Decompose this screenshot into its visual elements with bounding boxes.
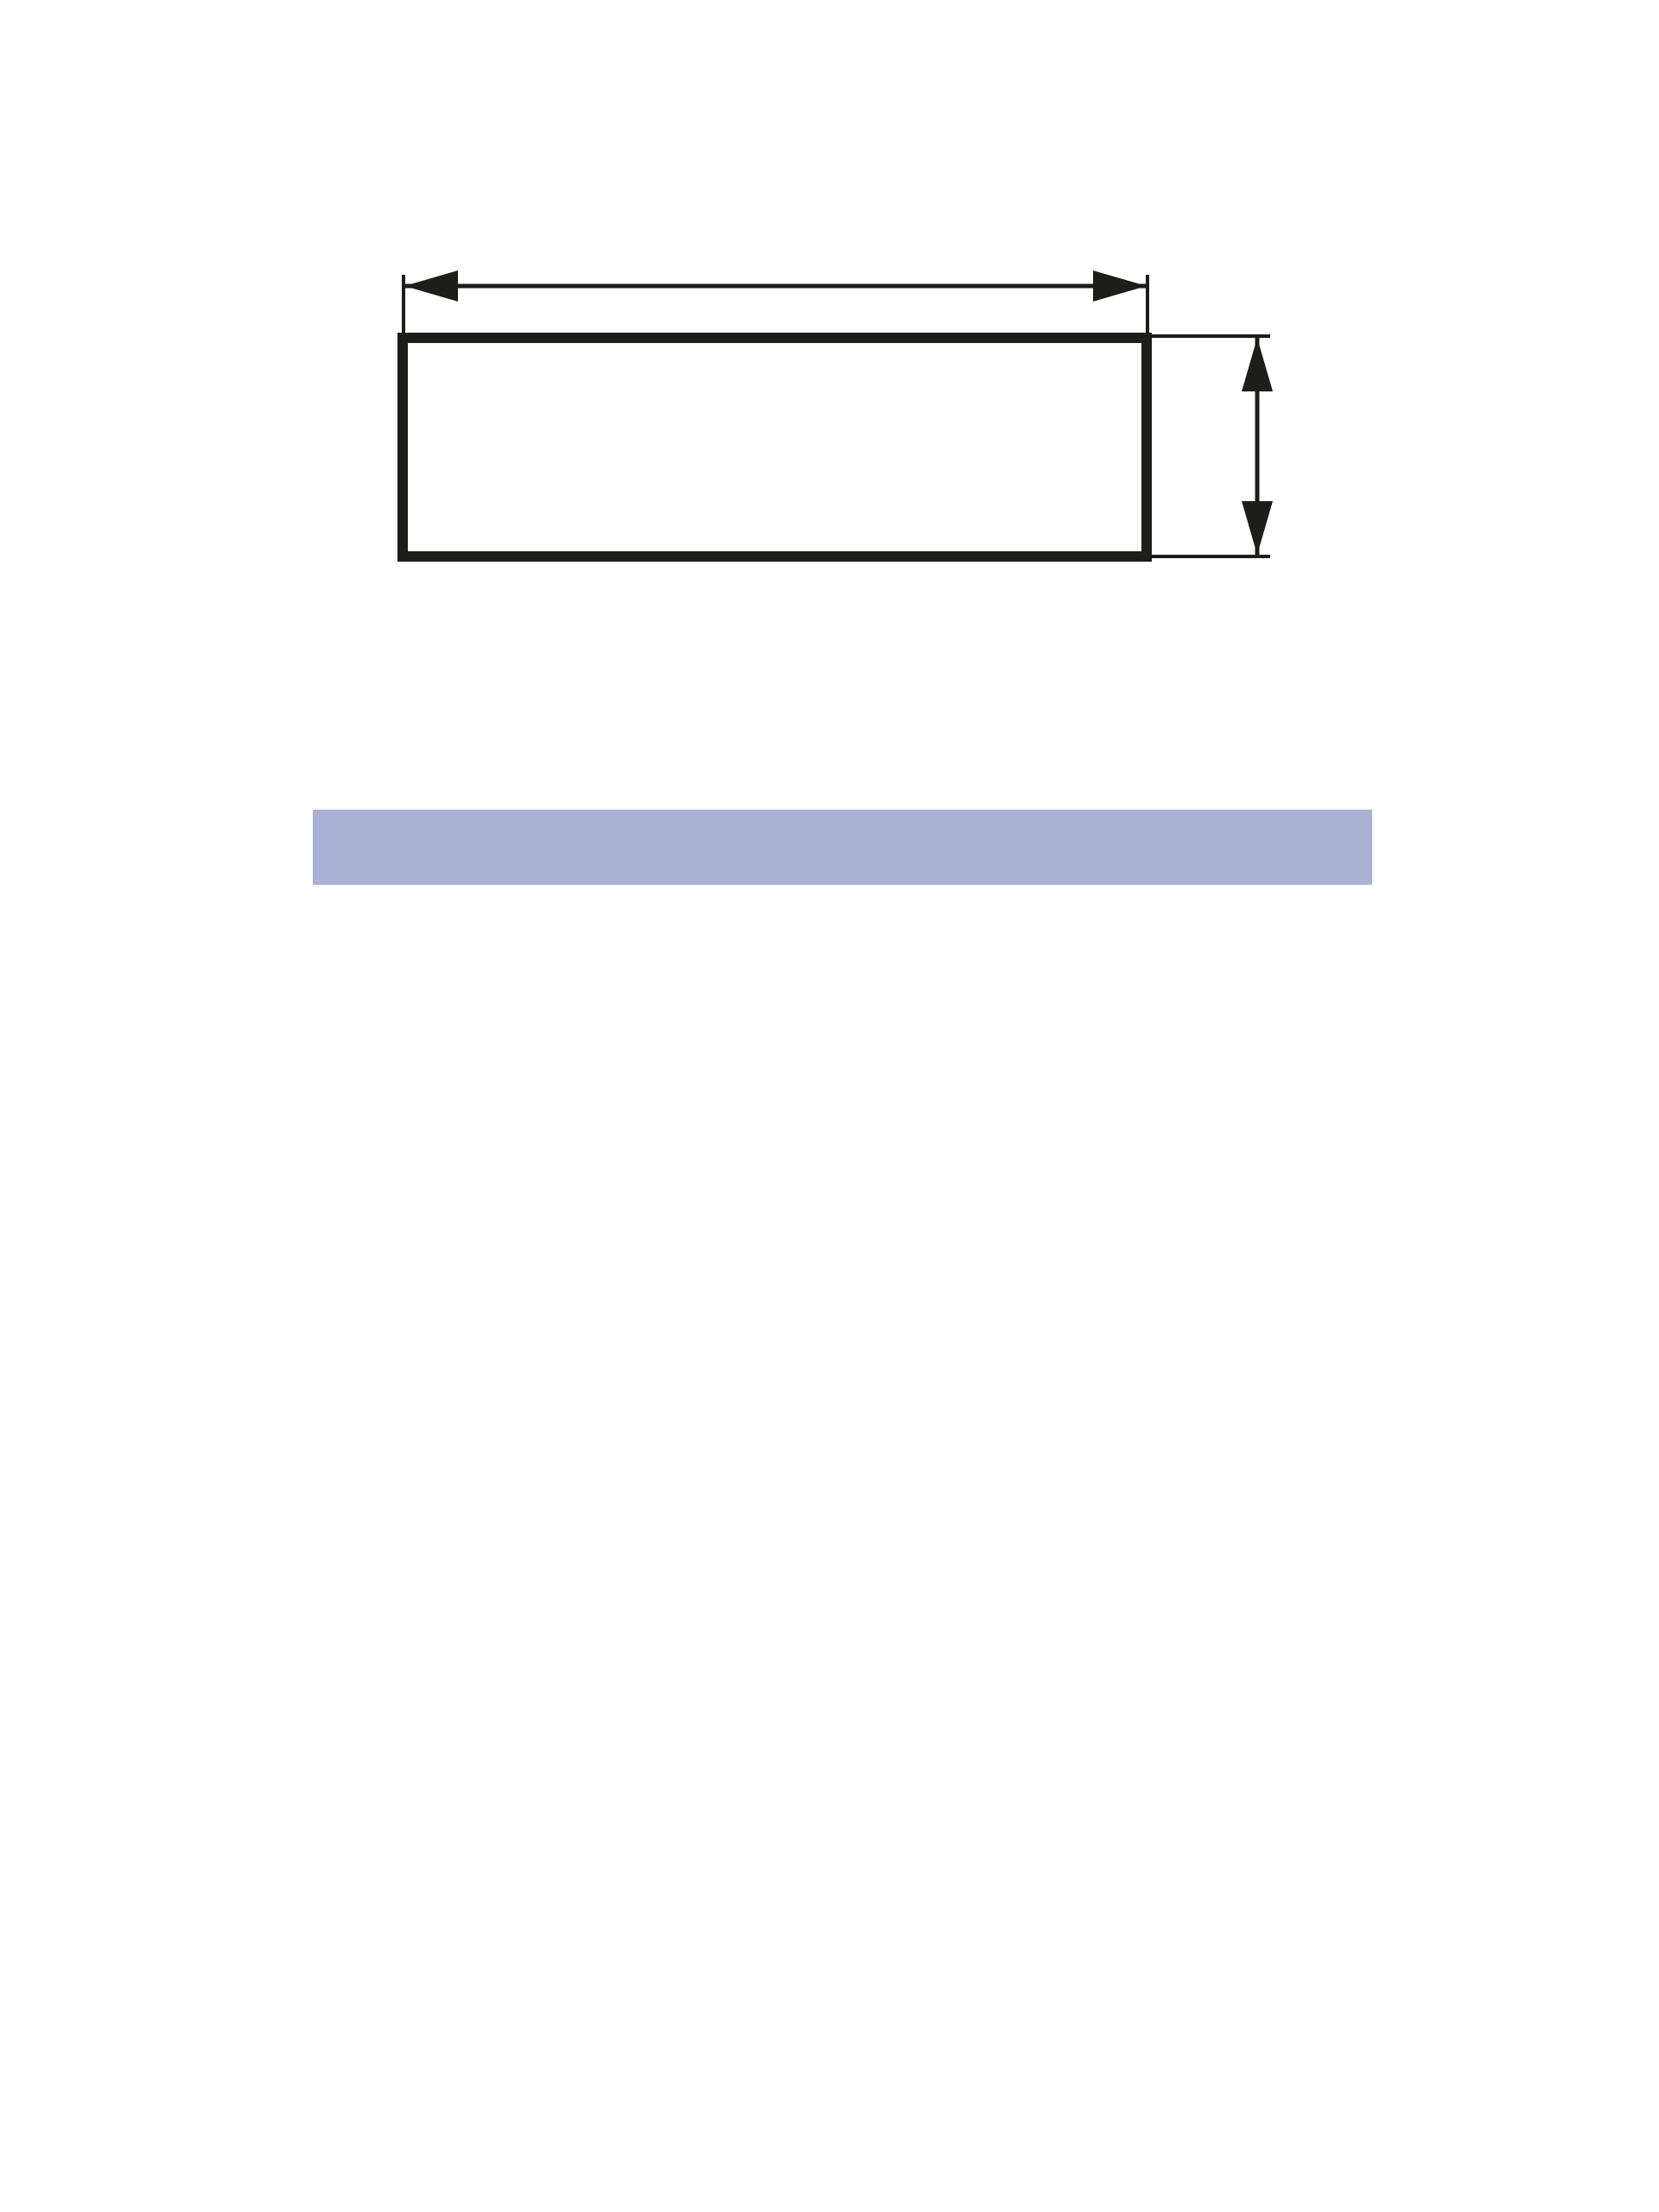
- table-header-row: [313, 810, 1372, 885]
- duct-body-outline: [397, 333, 1152, 562]
- arrowhead-down-icon: [1242, 501, 1273, 555]
- arrowhead-right-icon: [1093, 270, 1147, 302]
- dimensions-table: [313, 810, 1372, 885]
- arrowhead-left-icon: [404, 270, 458, 302]
- arrowhead-up-icon: [1242, 338, 1273, 391]
- column-header-model: [313, 810, 736, 885]
- duct-dimension-diagram: [0, 0, 1659, 674]
- column-header-l: [1054, 810, 1372, 885]
- column-header-d: [736, 810, 1054, 885]
- length-dimension: [404, 270, 1147, 333]
- diameter-dimension: [1152, 336, 1273, 556]
